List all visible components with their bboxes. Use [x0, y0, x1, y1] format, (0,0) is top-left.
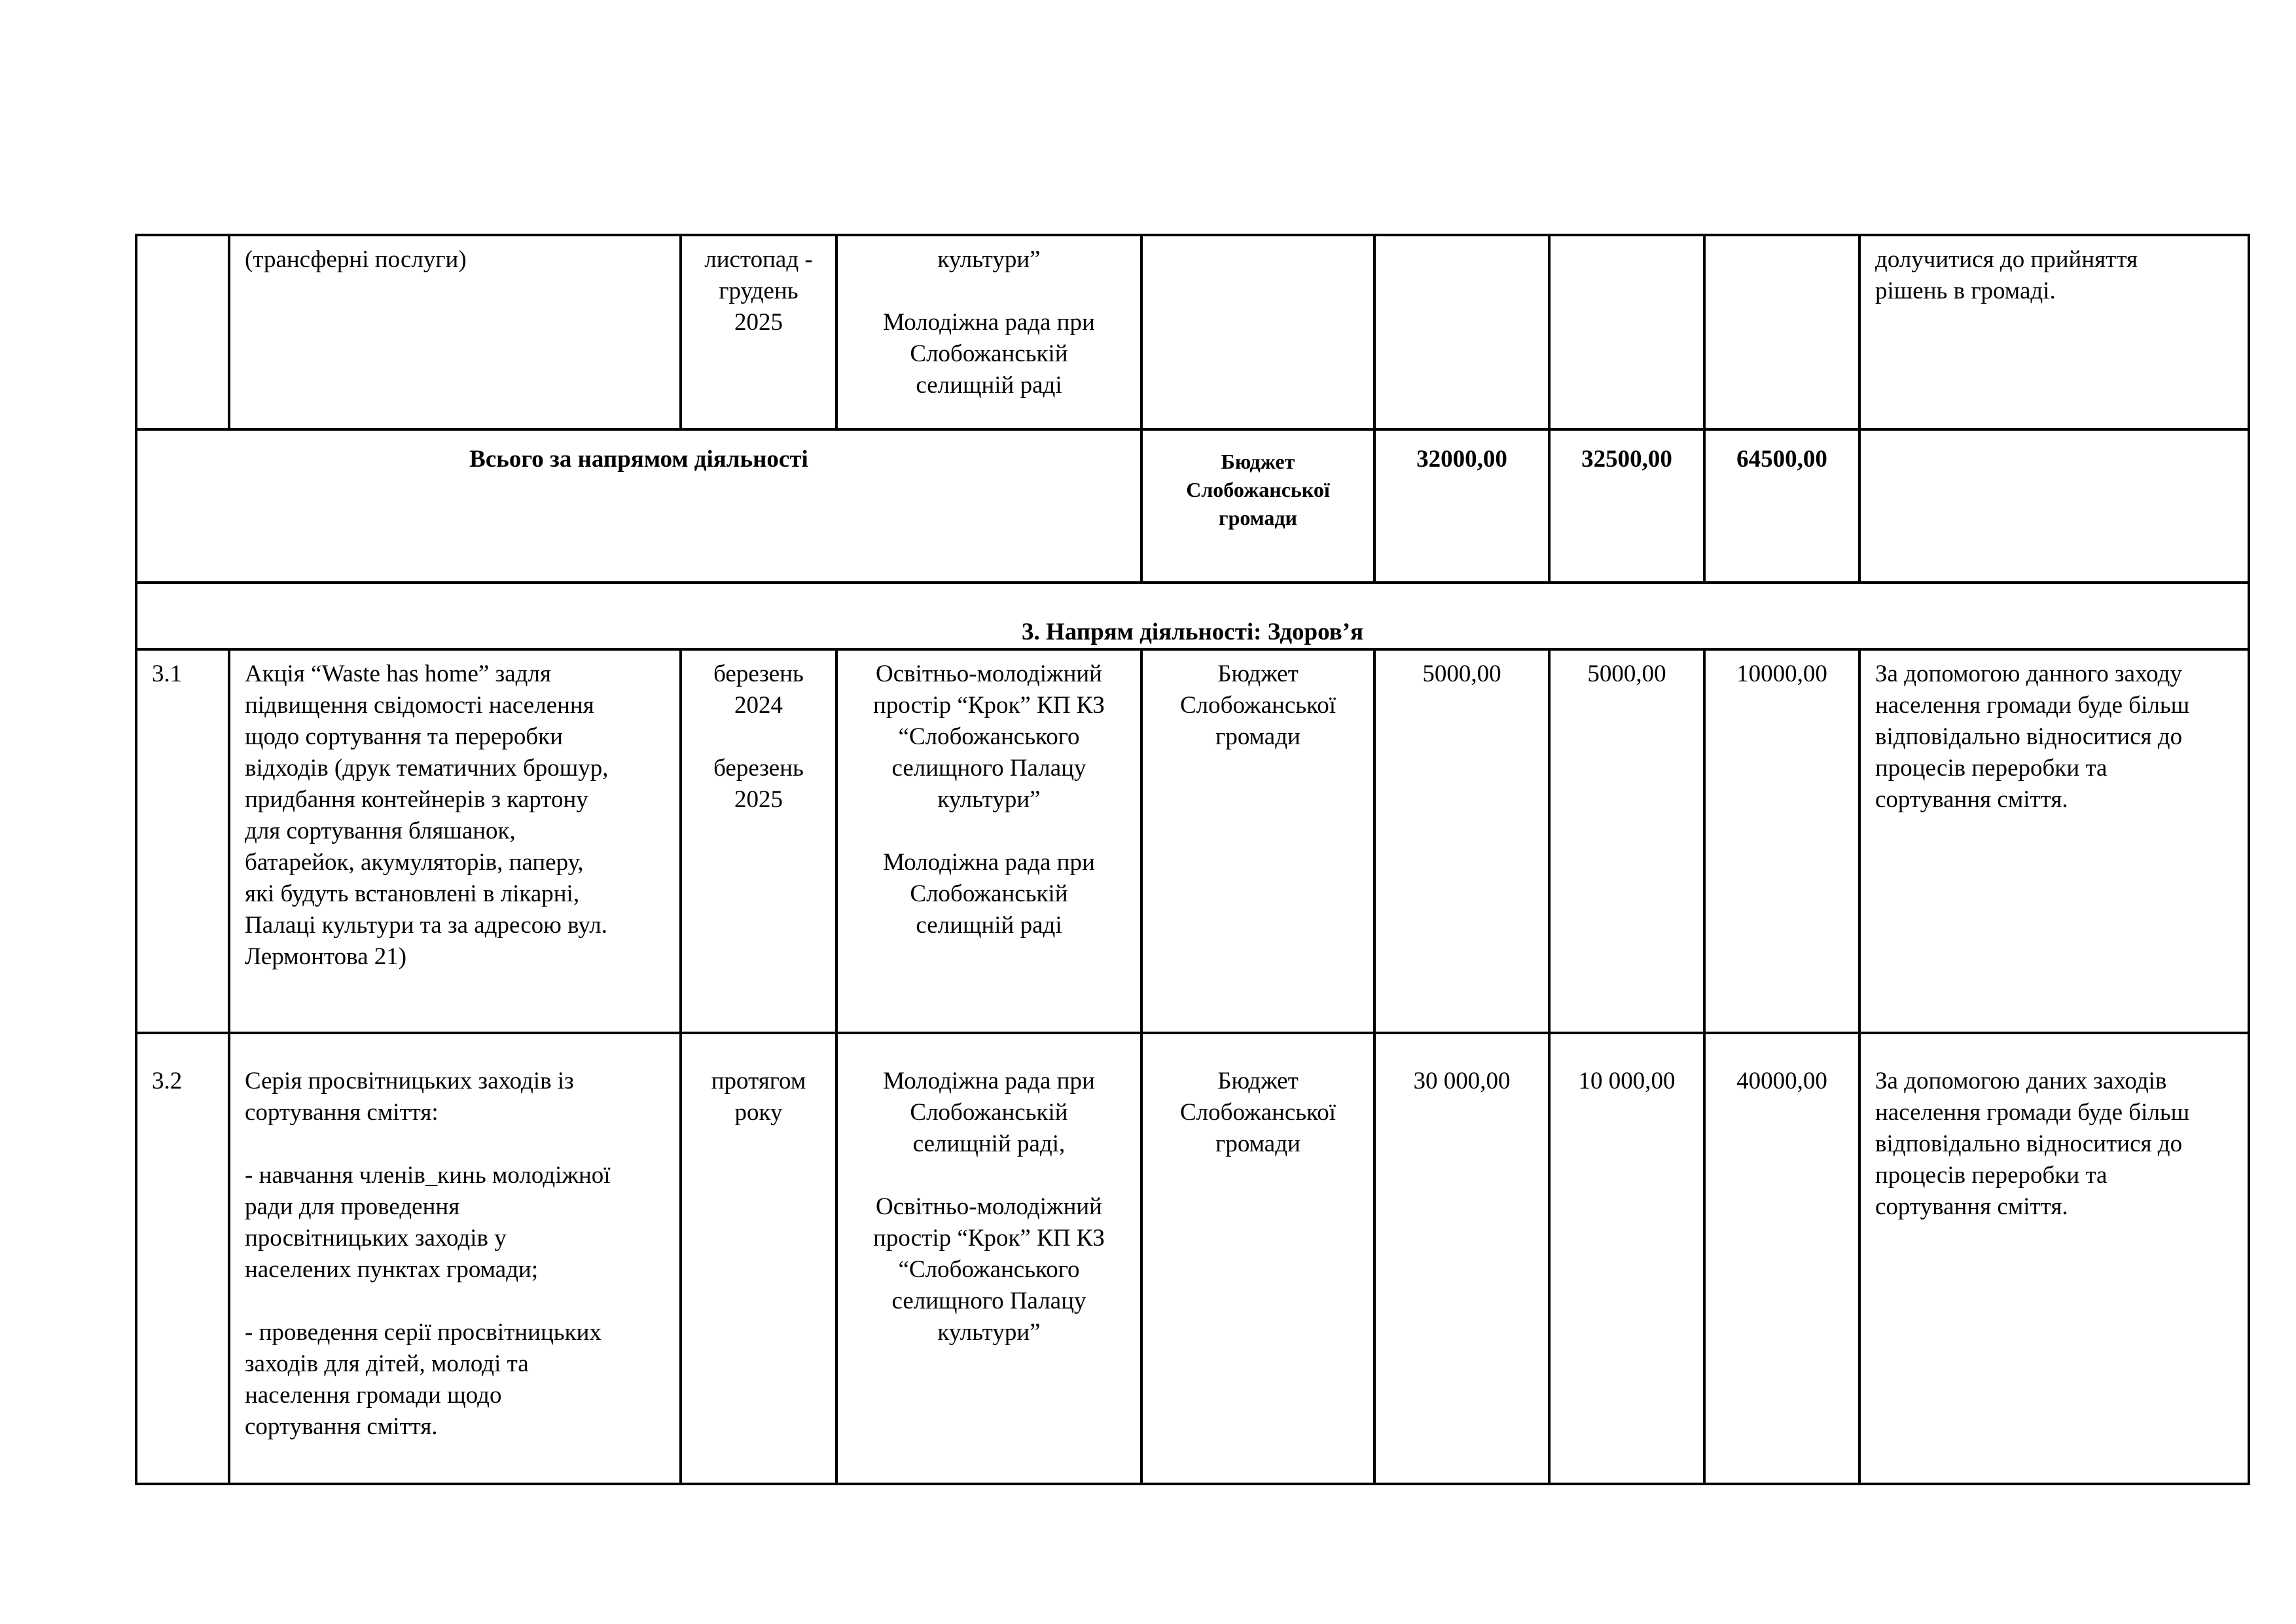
activity-plan-table: [135, 234, 2250, 1485]
source-line: Бюджет: [1221, 450, 1295, 473]
source-line: громади: [1215, 723, 1300, 750]
cell-2024: 30 000,00: [1374, 1033, 1549, 1484]
date-line: року: [734, 1099, 783, 1126]
table-row-continued: [136, 235, 2249, 429]
result-line: долучитися до прийняття: [1875, 246, 2138, 273]
result-line: сортування сміття.: [1875, 786, 2068, 813]
executor-line: Молодіжна рада при: [883, 849, 1095, 876]
cell-activity: [229, 235, 681, 429]
result-line: процесів переробки та: [1875, 755, 2108, 782]
activity-line: заходів для дітей, молоді та: [245, 1350, 529, 1377]
source-line: Слобожанської: [1179, 692, 1336, 719]
date-line: березень: [713, 660, 804, 687]
executor-line: культури”: [937, 246, 1041, 273]
executor-line: Освітньо-молодіжний: [876, 660, 1102, 687]
source-line: Бюджет: [1217, 1068, 1299, 1094]
activity-line: щодо сортування та переробки: [245, 723, 563, 750]
date-line: 2024: [734, 692, 783, 719]
cell-sum: [1704, 235, 1859, 429]
executor-line: селищного Палацу: [891, 1288, 1086, 1314]
cell-executors: [836, 649, 1141, 1033]
activity-line: - навчання членів_кинь молодіжної: [245, 1162, 611, 1189]
result-line: населення громади буде більш: [1875, 692, 2190, 719]
source-line: громади: [1215, 1130, 1300, 1157]
cell-executors: [836, 1033, 1141, 1484]
result-line: відповідально відноситися до: [1875, 723, 2183, 750]
result-line: населення громади буде більш: [1875, 1099, 2190, 1126]
spacer: [852, 816, 1126, 847]
cell-dates: [681, 235, 836, 429]
executor-line: селищній раді: [916, 912, 1062, 939]
activity-line: для сортування бляшанок,: [245, 818, 516, 844]
activity-line: Акція “Waste has home” задля: [245, 660, 551, 687]
total-source: [1141, 429, 1374, 583]
table-row-3-1: [136, 649, 2249, 1033]
date-line: грудень: [719, 278, 798, 304]
total-sum: 64500,00: [1704, 429, 1859, 583]
row-number: 3.2: [136, 1033, 229, 1484]
cell-number: [136, 235, 229, 429]
cell-2024: [1374, 235, 1549, 429]
executor-line: селищного Палацу: [891, 755, 1086, 782]
cell-sum: 40000,00: [1704, 1033, 1859, 1484]
activity-line: населених пунктах громади;: [245, 1256, 539, 1283]
source-line: громади: [1219, 506, 1297, 530]
cell-sum: 10000,00: [1704, 649, 1859, 1033]
activity-line: Лермонтова 21): [245, 943, 407, 970]
result-line: За допомогою данного заходу: [1875, 660, 2182, 687]
activity-line: просвітницьких заходів у: [245, 1225, 507, 1252]
table-row-3-2: [136, 1033, 2249, 1484]
cell-source: [1141, 235, 1374, 429]
row-number: 3.1: [136, 649, 229, 1033]
cell-result: [1859, 235, 2249, 429]
activity-line: Палаці культури та за адресою вул.: [245, 912, 607, 939]
total-row: [136, 429, 2249, 583]
cell-2024: 5000,00: [1374, 649, 1549, 1033]
date-line: 2025: [734, 786, 783, 813]
cell-source: [1141, 1033, 1374, 1484]
cell-activity: [229, 1033, 681, 1484]
executor-line: Слобожанській: [910, 880, 1068, 907]
spacer: [852, 1160, 1126, 1191]
cell-result: [1859, 1033, 2249, 1484]
executor-line: простір “Крок” КП КЗ: [873, 692, 1105, 719]
result-line: відповідально відноситися до: [1875, 1130, 2183, 1157]
section-header-row: [136, 583, 2249, 649]
result-line: За допомогою даних заходів: [1875, 1068, 2167, 1094]
executor-line: Молодіжна рада при: [883, 309, 1095, 336]
cell-2025: 5000,00: [1549, 649, 1704, 1033]
executor-line: Молодіжна рада при: [883, 1068, 1095, 1094]
activity-line: - проведення серії просвітницьких: [245, 1319, 601, 1346]
executor-line: культури”: [937, 1319, 1041, 1346]
section-title: 3. Напрям діяльності: Здоров’я: [136, 583, 2249, 649]
total-empty: [1859, 429, 2249, 583]
activity-line: Серія просвітницьких заходів із: [245, 1068, 574, 1094]
source-line: Слобожанської: [1179, 1099, 1336, 1126]
cell-dates: [681, 1033, 836, 1484]
activity-line: населення громади щодо: [245, 1382, 502, 1409]
date-line: листопад -: [704, 246, 813, 273]
activity-line: придбання контейнерів з картону: [245, 786, 588, 813]
source-line: Слобожанської: [1186, 478, 1330, 501]
date-line: 2025: [734, 309, 783, 336]
cell-dates: [681, 649, 836, 1033]
spacer: [245, 1128, 665, 1160]
cell-2025: 10 000,00: [1549, 1033, 1704, 1484]
result-line: процесів переробки та: [1875, 1162, 2108, 1189]
activity-line: сортування сміття.: [245, 1413, 438, 1440]
executor-line: культури”: [937, 786, 1041, 813]
executor-line: “Слобожанського: [898, 723, 1080, 750]
executor-line: простір “Крок” КП КЗ: [873, 1225, 1105, 1252]
activity-line: батарейок, акумуляторів, паперу,: [245, 849, 584, 876]
activity-text: (трансферні послуги): [245, 246, 467, 273]
activity-line: сортування сміття:: [245, 1099, 439, 1126]
source-line: Бюджет: [1217, 660, 1299, 687]
activity-line: відходів (друк тематичних брошур,: [245, 755, 609, 782]
total-2025: 32500,00: [1549, 429, 1704, 583]
date-line: березень: [713, 755, 804, 782]
total-2024: 32000,00: [1374, 429, 1549, 583]
spacer: [852, 276, 1126, 307]
cell-source: [1141, 649, 1374, 1033]
executor-line: Освітньо-молодіжний: [876, 1193, 1102, 1220]
cell-2025: [1549, 235, 1704, 429]
spacer: [696, 721, 821, 753]
cell-activity: [229, 649, 681, 1033]
activity-line: ради для проведення: [245, 1193, 460, 1220]
activity-line: підвищення свідомості населення: [245, 692, 594, 719]
spacer: [245, 1286, 665, 1317]
executor-line: Слобожанській: [910, 340, 1068, 367]
result-line: сортування сміття.: [1875, 1193, 2068, 1220]
executor-line: селищній раді,: [912, 1130, 1066, 1157]
cell-result: [1859, 649, 2249, 1033]
executor-line: Слобожанській: [910, 1099, 1068, 1126]
cell-executors: [836, 235, 1141, 429]
total-label: Всього за напрямом діяльності: [136, 429, 1141, 583]
executor-line: “Слобожанського: [898, 1256, 1080, 1283]
activity-line: які будуть встановлені в лікарні,: [245, 880, 580, 907]
date-line: протягом: [711, 1068, 806, 1094]
result-line: рішень в громаді.: [1875, 278, 2056, 304]
executor-line: селищній раді: [916, 372, 1062, 399]
